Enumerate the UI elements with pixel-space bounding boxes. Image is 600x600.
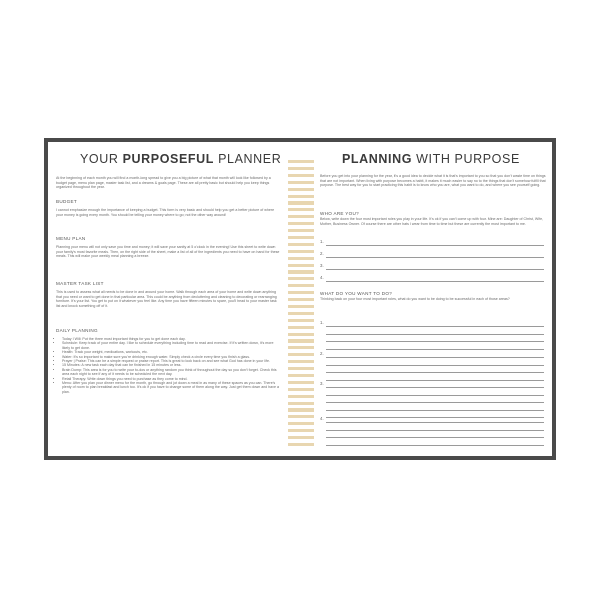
who-text: Below, write down the four most important roles you play in your life. It's ok if you can't come up with four. Mine are: Daughter of Christ, Wife, Mother, Business Owner. Of course there are other hats I wear from time to time but these are currently the most important to me. — [320, 217, 544, 226]
writing-line[interactable] — [326, 437, 544, 438]
writing-line — [326, 326, 544, 327]
writing-line — [326, 245, 544, 246]
writing-line — [326, 387, 544, 388]
who-line-3[interactable] — [320, 263, 546, 271]
writing-line[interactable] — [326, 349, 544, 350]
right-intro-text: Before you get into your planning for the year, it's a good idea to decide what it is that's important to you so that you don't waste time on things that are not important. When living with purpose becomes a habit, it makes it much easier to say no to the things that don't somehow fulfill that purpose. The best way for you to start practicing this habit is to know who you are, what you want to do, and where you see yourself going. — [320, 174, 546, 188]
daily-section — [56, 328, 282, 394]
stripe — [288, 181, 314, 184]
left-page — [56, 142, 286, 456]
menu-heading: MENU PLAN — [56, 236, 86, 241]
who-number: 1. — [320, 239, 324, 244]
stripe — [288, 215, 314, 218]
stripe — [288, 436, 314, 439]
decorative-stripes — [288, 160, 314, 450]
stripe — [288, 291, 314, 294]
who-number: 2. — [320, 251, 324, 256]
writing-line — [326, 357, 544, 358]
stripe — [288, 160, 314, 163]
writing-line — [326, 281, 544, 282]
stripe — [288, 236, 314, 239]
menu-section — [56, 236, 282, 259]
stripe — [288, 402, 314, 405]
stripe — [288, 229, 314, 232]
stripe — [288, 415, 314, 418]
list-item: • Menu: After you plan your dinner menu for the month, go through and jot down a meal in as many of these spaces as you can. There's plenty of room to plan breakfast and lunch too. It's ok if you have to change some of them along the way. Just get them down and have a plan. — [62, 381, 282, 394]
what-section — [320, 291, 546, 302]
left-title: YOUR PURPOSEFUL PLANNER — [80, 152, 282, 166]
budget-text: I cannot emphasize enough the importance of keeping a budget. This form is very basic and should help you get a better picture of where your money is going every month. You should be telling your money where to go; not the other way around! — [56, 208, 275, 217]
stripe — [288, 305, 314, 308]
stripe — [288, 374, 314, 377]
right-page — [320, 142, 548, 456]
list-item: • Prayer | Praise: This can be a simple request or praise report. This is great to look back on and see what God has done in your life. — [62, 359, 282, 363]
what-line[interactable] — [320, 416, 546, 424]
writing-line — [326, 269, 544, 270]
writing-line[interactable] — [326, 395, 544, 396]
stripe — [288, 167, 314, 170]
writing-line — [326, 422, 544, 423]
stripe — [288, 201, 314, 204]
what-line[interactable] — [320, 320, 546, 328]
stripe — [288, 353, 314, 356]
stripe — [288, 381, 314, 384]
list-item: • Schedule: Keep track of your entire day. I like to schedule everything including time to read and exercise. If it's written down, it's more likely to get done. — [62, 341, 282, 350]
stripe — [288, 360, 314, 363]
task-section — [56, 281, 282, 308]
stripe — [288, 367, 314, 370]
who-number: 4. — [320, 275, 324, 280]
list-item: • Health: Track your weight, medications, workouts, etc. — [62, 350, 282, 354]
stripe — [288, 188, 314, 191]
stripe — [288, 346, 314, 349]
list-item: • Retail Therapy: Write down things you need to purchase as they come to mind. — [62, 377, 282, 381]
daily-list — [56, 337, 282, 394]
what-heading: WHAT DO YOU WANT TO DO? — [320, 291, 393, 296]
stripe — [288, 208, 314, 211]
budget-heading: BUDGET — [56, 199, 77, 204]
stripe — [288, 222, 314, 225]
stripe — [288, 284, 314, 287]
stripe — [288, 443, 314, 446]
stripe — [288, 312, 314, 315]
stripe — [288, 408, 314, 411]
writing-line[interactable] — [326, 334, 544, 335]
list-item: • Water: It's so important to make sure you're drinking enough water. Simply check a circle every time you finish a glass. — [62, 355, 282, 359]
writing-line[interactable] — [326, 430, 544, 431]
task-heading: MASTER TASK LIST — [56, 281, 104, 286]
stripe — [288, 326, 314, 329]
writing-line — [326, 257, 544, 258]
stripe — [288, 277, 314, 280]
stripe — [288, 243, 314, 246]
what-line[interactable] — [320, 381, 546, 389]
writing-line[interactable] — [326, 402, 544, 403]
stripe — [288, 422, 314, 425]
stripe — [288, 319, 314, 322]
writing-line[interactable] — [326, 410, 544, 411]
writing-line[interactable] — [326, 445, 544, 446]
menu-text: Planning your menu will not only save you time and money; it will save your sanity at 5 o'clock in the evening! Use this sheet to write down your family's most favorite meals. Then, on the right side of the sheet, make a list of all of the ingredients you need to have on hand for these meals. This will make your weekly meal planning a breeze. — [56, 245, 280, 259]
who-line-2[interactable] — [320, 251, 546, 259]
budget-section — [56, 199, 282, 217]
list-item: • Today I Will: Put the three most important things for you to get done each day. — [62, 337, 282, 341]
stripe — [288, 174, 314, 177]
list-item: • 15 Minutes: A new task each day that can be finished in 15 minutes or less. — [62, 363, 282, 367]
who-line-4[interactable] — [320, 275, 546, 283]
what-number: 4. — [320, 416, 324, 421]
planner-sheet — [44, 138, 556, 460]
task-text: This is used to assess what all needs to be done in and around your home. Walk through each area of your home and write down anything that you need or want to get done in that particular area. This could be anything from decluttering and cleaning to decorating or rearranging furniture. It's your list. You get to put on it whatever you feel like. Any time you have fifteen minutes to spare, you'll head to your master task list and knock something off of it. — [56, 290, 277, 308]
stripe — [288, 264, 314, 267]
what-number: 1. — [320, 320, 324, 325]
stripe — [288, 195, 314, 198]
writing-line[interactable] — [326, 372, 544, 373]
who-section — [320, 211, 546, 226]
stripe — [288, 250, 314, 253]
stripe — [288, 298, 314, 301]
who-number: 3. — [320, 263, 324, 268]
writing-line[interactable] — [326, 341, 544, 342]
stripe — [288, 333, 314, 336]
stripe — [288, 388, 314, 391]
daily-heading: DAILY PLANNING — [56, 328, 98, 333]
list-item: • Brain Dump: This area is for you to write your to-dos or anything random you think of throughout the day so you don't forget. Check this area each night to see if any of it needs to be scheduled the next day. — [62, 368, 282, 377]
who-line-1[interactable] — [320, 239, 546, 247]
stripe — [288, 395, 314, 398]
writing-line[interactable] — [326, 365, 544, 366]
right-intro-section — [320, 174, 546, 188]
stripe — [288, 270, 314, 273]
who-heading: WHO ARE YOU? — [320, 211, 359, 216]
right-title: PLANNING WITH PURPOSE — [342, 152, 520, 166]
intro-section — [56, 176, 282, 190]
what-number: 3. — [320, 381, 324, 386]
stripe — [288, 339, 314, 342]
what-line[interactable] — [320, 351, 546, 359]
stripe — [288, 429, 314, 432]
stripe — [288, 257, 314, 260]
what-text: Thinking back on your four most important roles, what do you want to be doing to be successful in each of those areas? — [320, 297, 510, 301]
intro-text: At the beginning of each month you will find a month-long spread to give you a big picture of what that month will look like followed by a budget page, menu plan page, master task list, and a dreams & goals page. These are all pretty basic but should help you keep things organized throughout the year. — [56, 176, 271, 190]
what-number: 2. — [320, 351, 324, 356]
